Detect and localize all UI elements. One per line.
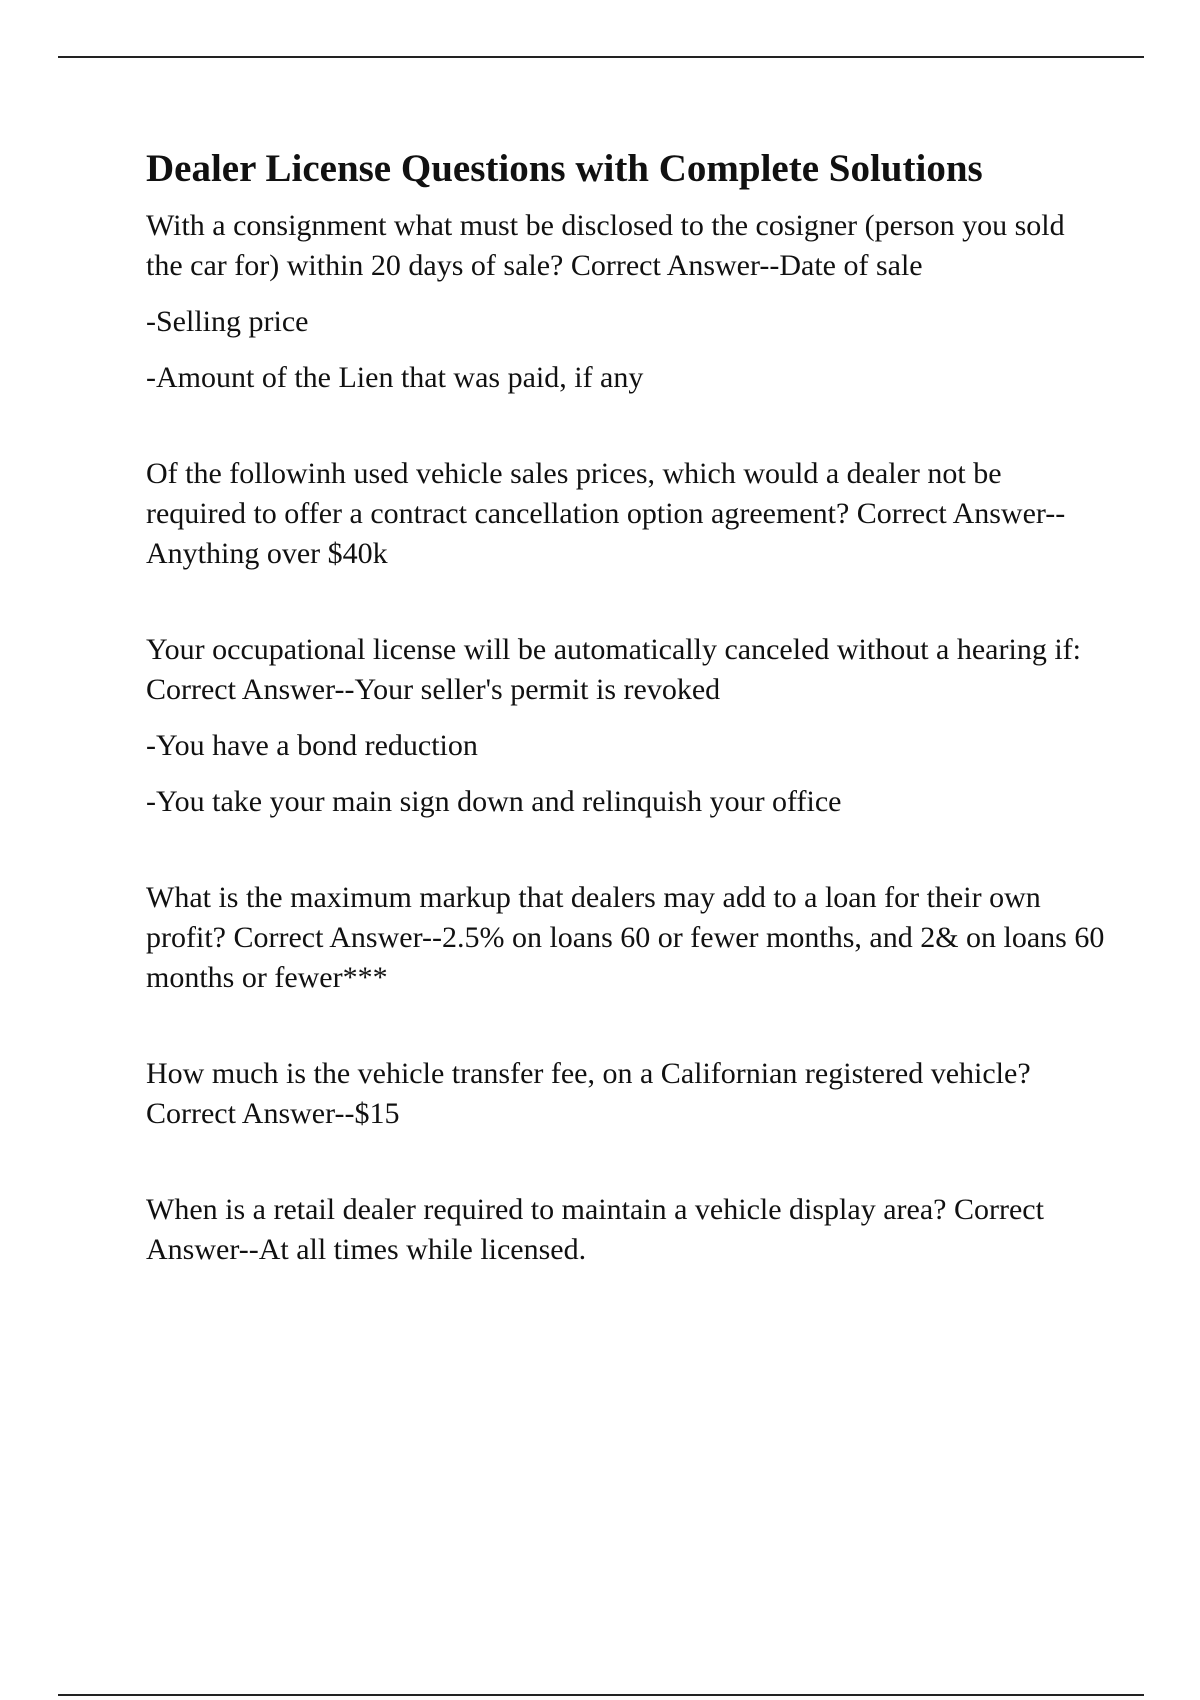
page-content xyxy=(146,144,1106,1270)
qa-question-answer: Of the followinh used vehicle sales prices, which would a dealer not be required to offer a contract cancellation option agreement? Correct Answer--Anything over $40k xyxy=(146,457,1066,570)
qa-item-4 xyxy=(146,878,1106,998)
qa-question-answer: How much is the vehicle transfer fee, on a Californian registered vehicle? Correct Answer--$15 xyxy=(146,1057,1031,1130)
footer-divider xyxy=(58,1694,1144,1696)
header-divider xyxy=(58,56,1144,58)
qa-item-1 xyxy=(146,206,1106,398)
qa-question-answer: Your occupational license will be automatically canceled without a hearing if: Correct Answer--Your seller's permit is revoked xyxy=(146,633,1081,706)
qa-answer-extra: -Selling price xyxy=(146,305,309,338)
qa-item-2 xyxy=(146,454,1106,574)
qa-answer-extra: -You take your main sign down and relinquish your office xyxy=(146,785,842,818)
qa-answer-extra: -Amount of the Lien that was paid, if any xyxy=(146,361,644,394)
qa-answer-extra: -You have a bond reduction xyxy=(146,729,478,762)
qa-item-5 xyxy=(146,1054,1106,1134)
qa-question-answer: When is a retail dealer required to maintain a vehicle display area? Correct Answer--At all times while licensed. xyxy=(146,1193,1044,1266)
qa-question-answer: With a consignment what must be disclosed to the cosigner (person you sold the car for) within 20 days of sale? Correct Answer--Date of sale xyxy=(146,209,1065,282)
document-title: Dealer License Questions with Complete Solutions xyxy=(146,147,983,190)
qa-item-3 xyxy=(146,630,1106,822)
qa-item-6 xyxy=(146,1190,1106,1270)
qa-question-answer: What is the maximum markup that dealers may add to a loan for their own profit? Correct Answer--2.5% on loans 60 or fewer months, and 2& on loans 60 months or fewer*** xyxy=(146,881,1105,994)
